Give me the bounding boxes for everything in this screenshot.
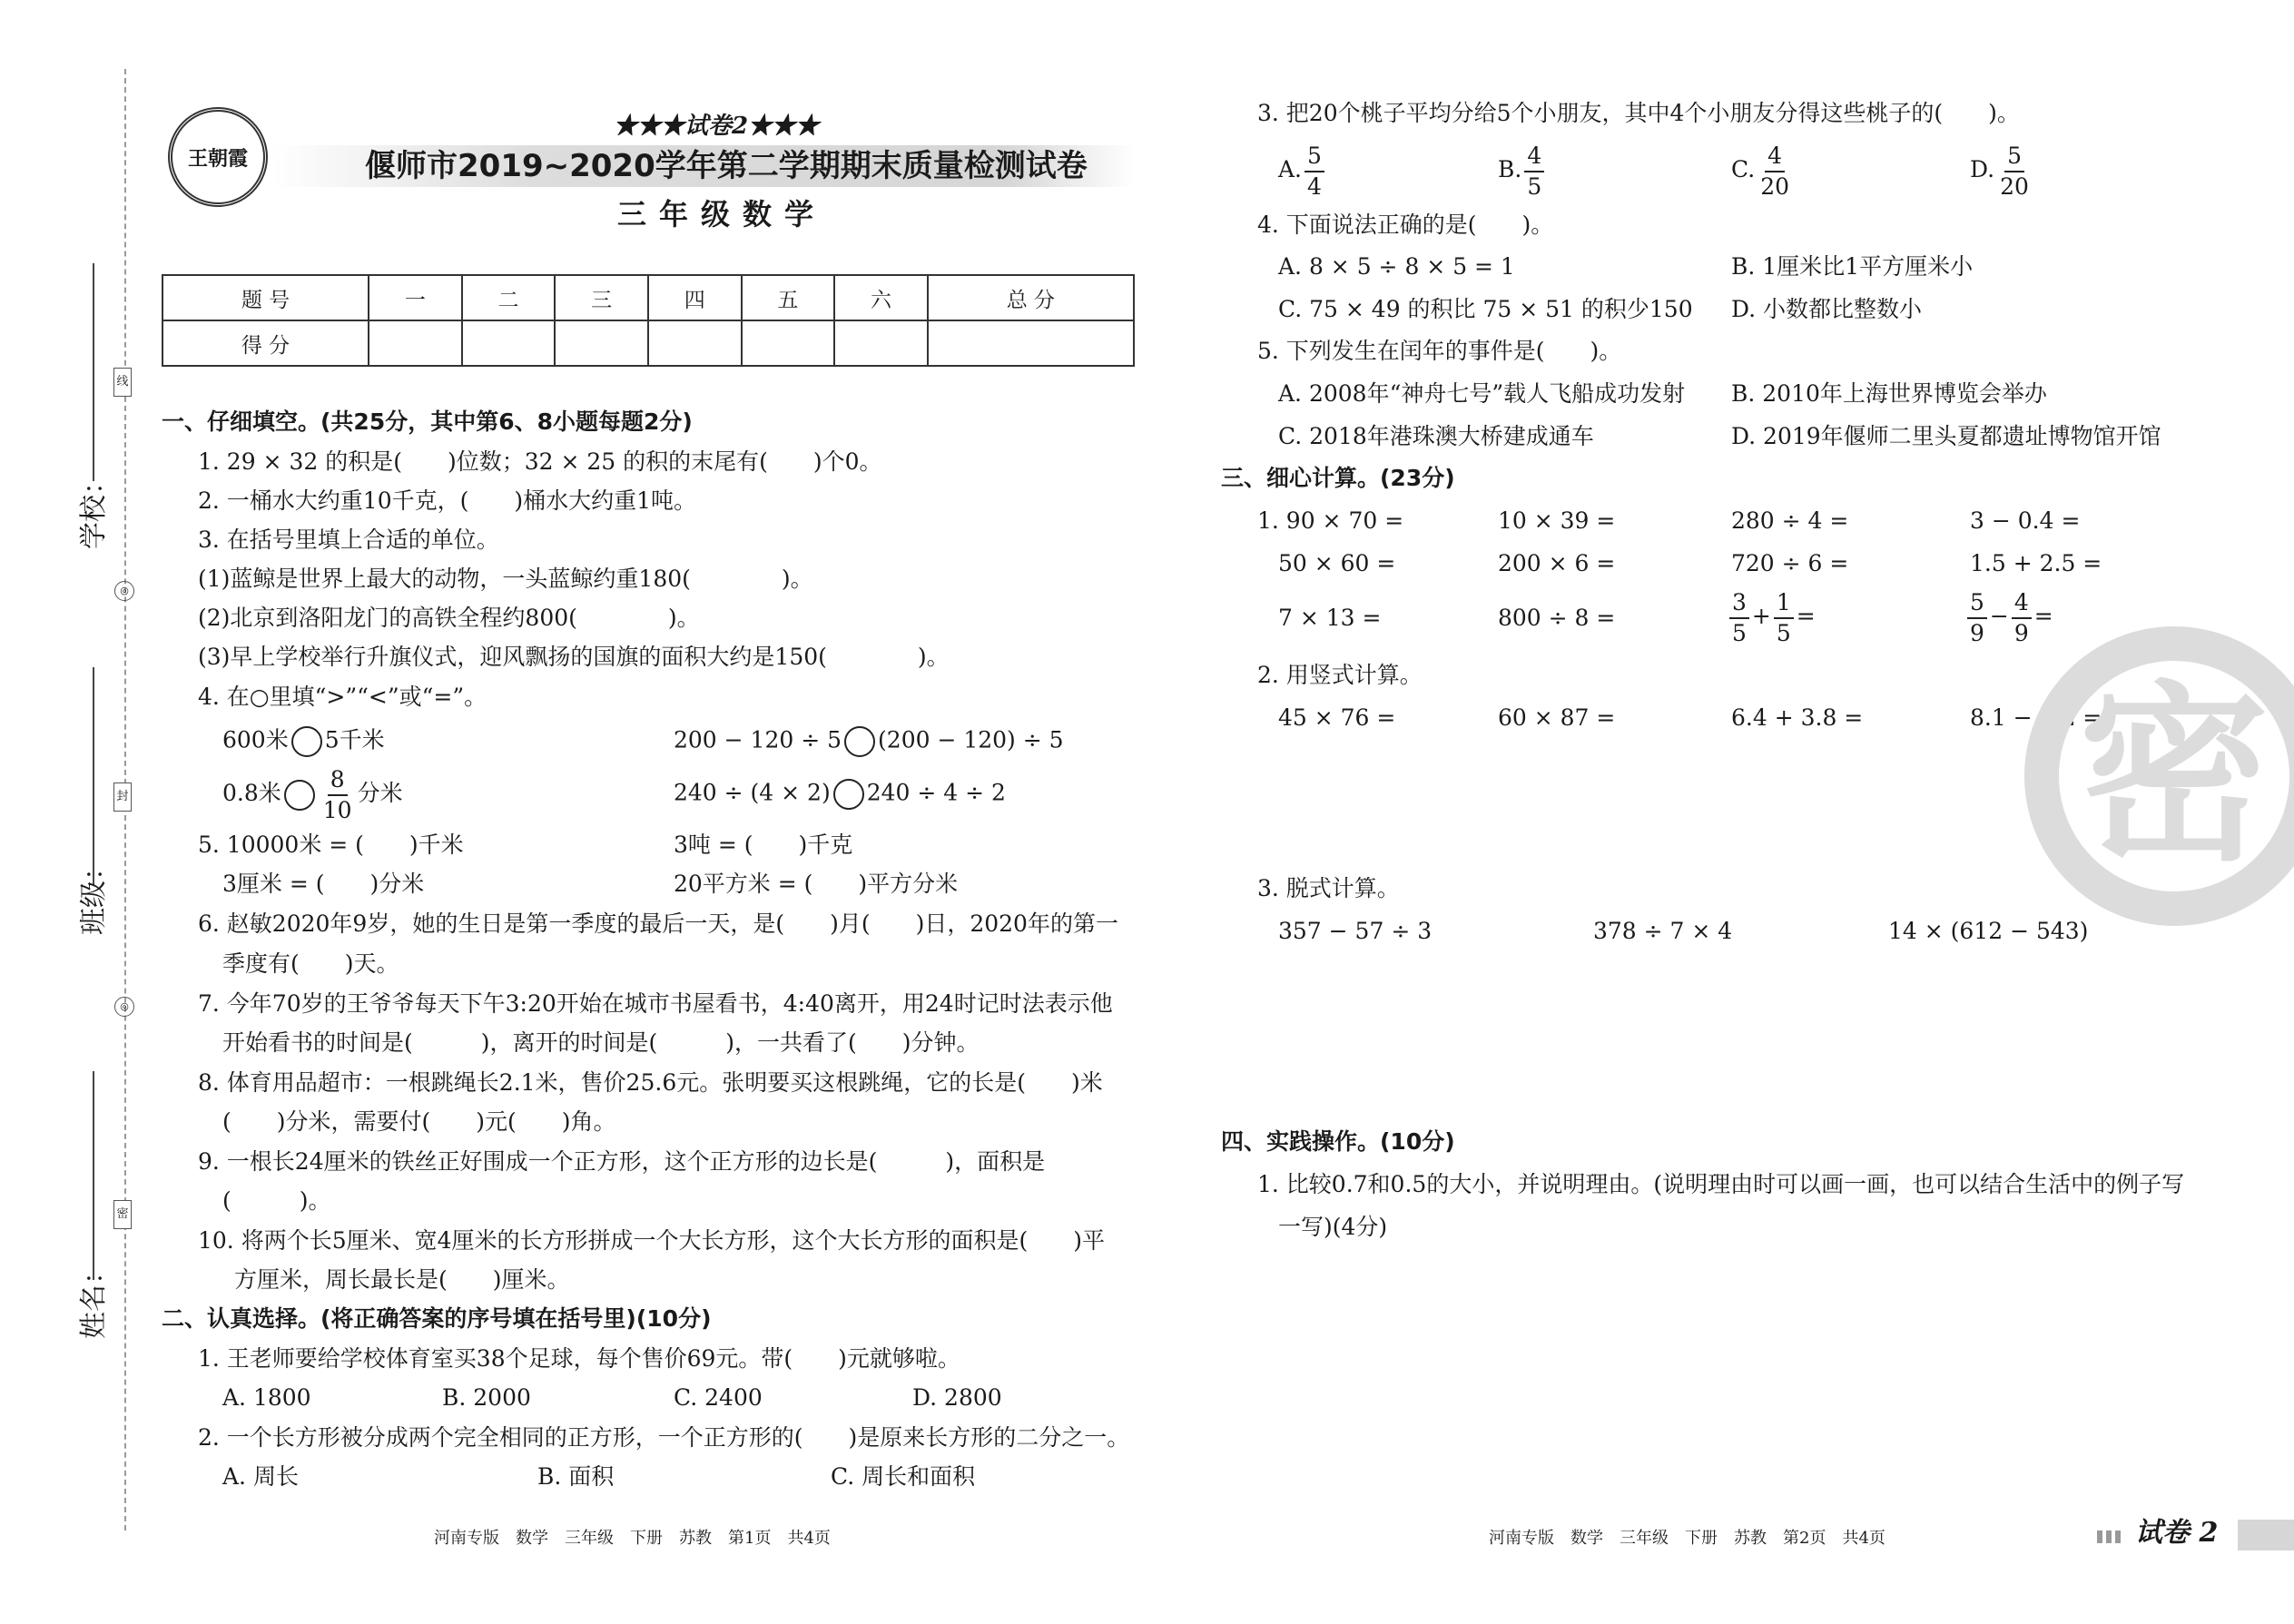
compare-right: (200 − 120) ÷ 5 <box>878 726 1064 753</box>
subject-title: 三年级数学 <box>617 197 827 231</box>
s1-q4-b <box>674 726 1064 757</box>
compare-circle[interactable] <box>844 726 875 757</box>
seal-tag-seal: 封 <box>113 782 132 812</box>
footer-left: 河南专版 数学 三年级 下册 苏教 第1页 共4页 <box>434 1529 831 1548</box>
calc-item: 60 × 87 = <box>1498 704 1616 731</box>
s2-q1: 1. 王老师要给学校体育室买38个足球，每个售价69元。带( )元就够啦。 <box>198 1345 960 1372</box>
s1-q4-a <box>222 726 385 757</box>
s1-q3: 3. 在括号里填上合适的单位。 <box>198 527 499 553</box>
calc-item: 720 ÷ 6 = <box>1731 550 1849 576</box>
s2-q4-option[interactable]: D. 小数都比整数小 <box>1731 296 1923 322</box>
s2-q3-option-a[interactable]: A. $\frac{5}{4}$ <box>1278 143 1327 199</box>
exam-badge: 试卷 2 <box>2135 1517 2219 1549</box>
s2-q5-option[interactable]: A. 2008年“神舟七号”载人飞船成功发射 <box>1278 380 1686 407</box>
class-underline <box>93 667 94 885</box>
score-cell[interactable] <box>834 320 928 366</box>
compare-circle[interactable] <box>284 780 315 811</box>
s1-q5-d: 20平方米 = ( )平方分米 <box>674 871 959 897</box>
score-table <box>162 274 1135 367</box>
s2-q3-option-d[interactable]: D. $\frac{5}{20}$ <box>1970 143 2034 199</box>
section4-heading: 四、实践操作。(10分) <box>1221 1128 1455 1155</box>
s1-q9-line1: 9. 一根长24厘米的铁丝正好围成一个正方形，这个正方形的边长是( )，面积是 <box>198 1148 1046 1175</box>
compare-right: 240 ÷ 4 ÷ 2 <box>866 779 1006 806</box>
exam-title: 偃师市2019~2020学年第二学期期末质量检测试卷 <box>365 148 1088 184</box>
s1-q9-line2: ( )。 <box>222 1187 331 1214</box>
calc-item: 378 ÷ 7 × 4 <box>1593 918 1733 944</box>
compare-circle[interactable] <box>291 726 322 757</box>
s2-q2-option[interactable]: A. 周长 <box>222 1463 299 1490</box>
name-label: 姓名： <box>78 1257 110 1339</box>
series-title: ★★★试卷2★★★ <box>614 113 820 140</box>
calc-item: 7 × 13 = <box>1278 605 1382 631</box>
calc-item: 800 ÷ 8 = <box>1498 605 1616 631</box>
school-underline <box>93 263 94 481</box>
s1-q5-a: 5. 10000米 = ( )千米 <box>198 832 464 858</box>
fraction: $\frac{4}{20}$ <box>1760 143 1789 200</box>
s1-q6-line2: 季度有( )天。 <box>222 950 399 977</box>
table-cell: 六 <box>834 275 928 320</box>
calc-item: 357 − 57 ÷ 3 <box>1278 918 1433 944</box>
badge-bar <box>2238 1520 2294 1550</box>
secret-watermark-icon: 密 <box>2024 626 2294 926</box>
compare-unit: 分米 <box>357 780 403 806</box>
compare-left: 240 ÷ (4 × 2) <box>674 779 831 806</box>
s1-q3-3: (3)早上学校举行升旗仪式，迎风飘扬的国旗的面积大约是150( )。 <box>198 644 950 670</box>
score-cell[interactable] <box>462 320 556 366</box>
s2-q5: 5. 下列发生在闰年的事件是( )。 <box>1257 338 1622 364</box>
table-cell: 二 <box>462 275 556 320</box>
s4-q1-line1: 1. 比较0.7和0.5的大小，并说明理由。(说明理由时可以画一画，也可以结合生活中的例子写 <box>1257 1171 2185 1197</box>
s2-q3: 3. 把20个桃子平均分给5个小朋友，其中4个小朋友分得这些桃子的( )。 <box>1257 100 2020 126</box>
s2-q3-option-c[interactable]: C. $\frac{4}{20}$ <box>1731 143 1795 199</box>
fraction: $\frac{5}{4}$ <box>1305 143 1324 199</box>
score-cell[interactable] <box>369 320 462 366</box>
logo-text: 王朝霞 <box>187 146 248 171</box>
s3-q2: 2. 用竖式计算。 <box>1257 662 1423 688</box>
score-cell[interactable] <box>648 320 742 366</box>
section3-heading: 三、细心计算。(23分) <box>1221 465 1455 491</box>
calc-item: 50 × 60 = <box>1278 550 1396 576</box>
s2-q5-option[interactable]: D. 2019年偃师二里头夏都遗址博物馆开馆 <box>1731 423 2161 449</box>
s2-q2-option[interactable]: C. 周长和面积 <box>831 1463 976 1490</box>
section1-heading: 一、仔细填空。(共25分，其中第6、8小题每题2分) <box>162 408 693 435</box>
s1-q8-line2: ( )分米，需要付( )元( )角。 <box>222 1108 616 1135</box>
score-cell[interactable] <box>928 320 1134 366</box>
calc-item: 14 × (612 − 543) <box>1888 918 2089 944</box>
table-cell: 三 <box>555 275 648 320</box>
calc-item: 8.1 − 5.2 = <box>1970 704 2102 731</box>
s1-q7-line2: 开始看书的时间是( )，离开的时间是( )，一共看了( )分钟。 <box>222 1029 980 1056</box>
s2-q1-option[interactable]: C. 2400 <box>674 1384 763 1411</box>
s2-q5-option[interactable]: B. 2010年上海世界博览会举办 <box>1731 380 2047 407</box>
calc-item: 200 × 6 = <box>1498 550 1616 576</box>
s2-q2: 2. 一个长方形被分成两个完全相同的正方形，一个正方形的( )是原来长方形的二分之一。 <box>198 1424 1130 1451</box>
s2-q3-option-b[interactable]: B. $\frac{4}{5}$ <box>1498 143 1547 199</box>
s2-q5-option[interactable]: C. 2018年港珠澳大桥建成通车 <box>1278 423 1594 449</box>
table-cell: 总 分 <box>928 275 1134 320</box>
fraction-expression: $\frac{5}{9}$ − $\frac{4}{9}$ = <box>1964 590 2053 645</box>
table-cell: 一 <box>369 275 462 320</box>
calc-item: 6.4 + 3.8 = <box>1731 704 1864 731</box>
class-label: 班级： <box>78 853 110 935</box>
score-table-header-row <box>162 275 1134 320</box>
score-cell[interactable] <box>555 320 648 366</box>
table-cell: 题 号 <box>162 275 369 320</box>
s1-q3-2: (2)北京到洛阳龙门的高铁全程约800( )。 <box>198 605 700 631</box>
s2-q1-option[interactable]: D. 2800 <box>912 1384 1002 1411</box>
compare-left: 0.8米 <box>222 780 281 806</box>
s1-q3-1: (1)蓝鲸是世界上最大的动物，一头蓝鲸约重180( )。 <box>198 566 813 592</box>
s1-q8-line1: 8. 体育用品超市：一根跳绳长2.1米，售价25.6元。张明要买这根跳绳，它的长是( )米 <box>198 1069 1103 1096</box>
calc-item: 45 × 76 = <box>1278 704 1396 731</box>
s2-q4: 4. 下面说法正确的是( )。 <box>1257 212 1554 238</box>
table-cell: 五 <box>742 275 835 320</box>
section2-heading: 二、认真选择。(将正确答案的序号填在括号里)(10分) <box>162 1305 712 1332</box>
compare-left: 600米 <box>222 726 289 753</box>
compare-right: 5千米 <box>324 726 385 753</box>
binding-hole-icon: ◎ <box>114 997 134 1017</box>
compare-circle[interactable] <box>833 779 864 810</box>
fraction-expression: $\frac{3}{5}$ + $\frac{1}{5}$ = <box>1727 590 1816 645</box>
footer-right: 河南专版 数学 三年级 下册 苏教 第2页 共4页 <box>1489 1529 1885 1548</box>
s1-q7-line1: 7. 今年70岁的王爷爷每天下午3:20开始在城市书屋看书，4:40离开，用24时记时法表示他 <box>198 990 1113 1017</box>
calc-item: 3 − 0.4 = <box>1970 507 2081 534</box>
fraction: $\frac{8}{10}$ <box>322 766 352 823</box>
s2-q4-option[interactable]: A. 8 × 5 ÷ 8 × 5 = 1 <box>1278 253 1515 280</box>
s3-q3: 3. 脱式计算。 <box>1257 875 1400 901</box>
s1-q2: 2. 一桶水大约重10千克，( )桶水大约重1吨。 <box>198 487 697 514</box>
s2-q4-option[interactable]: C. 75 × 49 的积比 75 × 51 的积少150 <box>1278 296 1693 322</box>
score-cell[interactable] <box>742 320 835 366</box>
fraction: $\frac{5}{20}$ <box>2000 143 2029 200</box>
s1-q5-b: 3吨 = ( )千克 <box>674 832 853 858</box>
score-table-score-row <box>162 320 1134 366</box>
calc-item: 280 ÷ 4 = <box>1731 507 1849 534</box>
compare-left: 200 − 120 ÷ 5 <box>674 726 842 753</box>
s1-q1: 1. 29 × 32 的积是( )位数；32 × 25 的积的末尾有( )个0。 <box>198 448 882 475</box>
s2-q2-option[interactable]: B. 面积 <box>537 1463 615 1490</box>
fraction: $\frac{4}{5}$ <box>1524 143 1544 199</box>
s1-q10-line1: 10. 将两个长5厘米、宽4厘米的长方形拼成一个大长方形，这个大长方形的面积是( )平 <box>198 1227 1106 1254</box>
calc-item: 1. 90 × 70 = <box>1257 507 1404 534</box>
s4-q1-line2: 一写)(4分) <box>1278 1214 1388 1240</box>
calc-item: 10 × 39 = <box>1498 507 1616 534</box>
s1-q4: 4. 在○里填“>”“<”或“=”。 <box>198 684 487 710</box>
s1-q6-line1: 6. 赵敏2020年9岁，她的生日是第一季度的最后一天，是( )月( )日，2020年的第一 <box>198 910 1118 937</box>
brand-logo <box>168 107 268 207</box>
badge-decoration <box>2097 1530 2121 1543</box>
school-label: 学校： <box>78 468 110 549</box>
seal-tag-secret: 密 <box>113 1200 132 1229</box>
binding-hole-icon: ◎ <box>114 581 134 601</box>
s1-q4-c <box>222 767 403 822</box>
s2-q1-option[interactable]: A. 1800 <box>222 1384 311 1411</box>
table-cell: 四 <box>648 275 742 320</box>
seal-tag-line: 线 <box>113 368 132 397</box>
calc-item: 1.5 + 2.5 = <box>1970 550 2102 576</box>
s1-q4-d <box>674 779 1006 810</box>
name-underline <box>93 1071 94 1280</box>
s1-q5-c: 3厘米 = ( )分米 <box>222 871 425 897</box>
s2-q1-option[interactable]: B. 2000 <box>442 1384 531 1411</box>
s2-q4-option[interactable]: B. 1厘米比1平方厘米小 <box>1731 253 1974 280</box>
table-cell: 得 分 <box>162 320 369 366</box>
s1-q10-line2: 方厘米，周长最长是( )厘米。 <box>234 1266 570 1293</box>
